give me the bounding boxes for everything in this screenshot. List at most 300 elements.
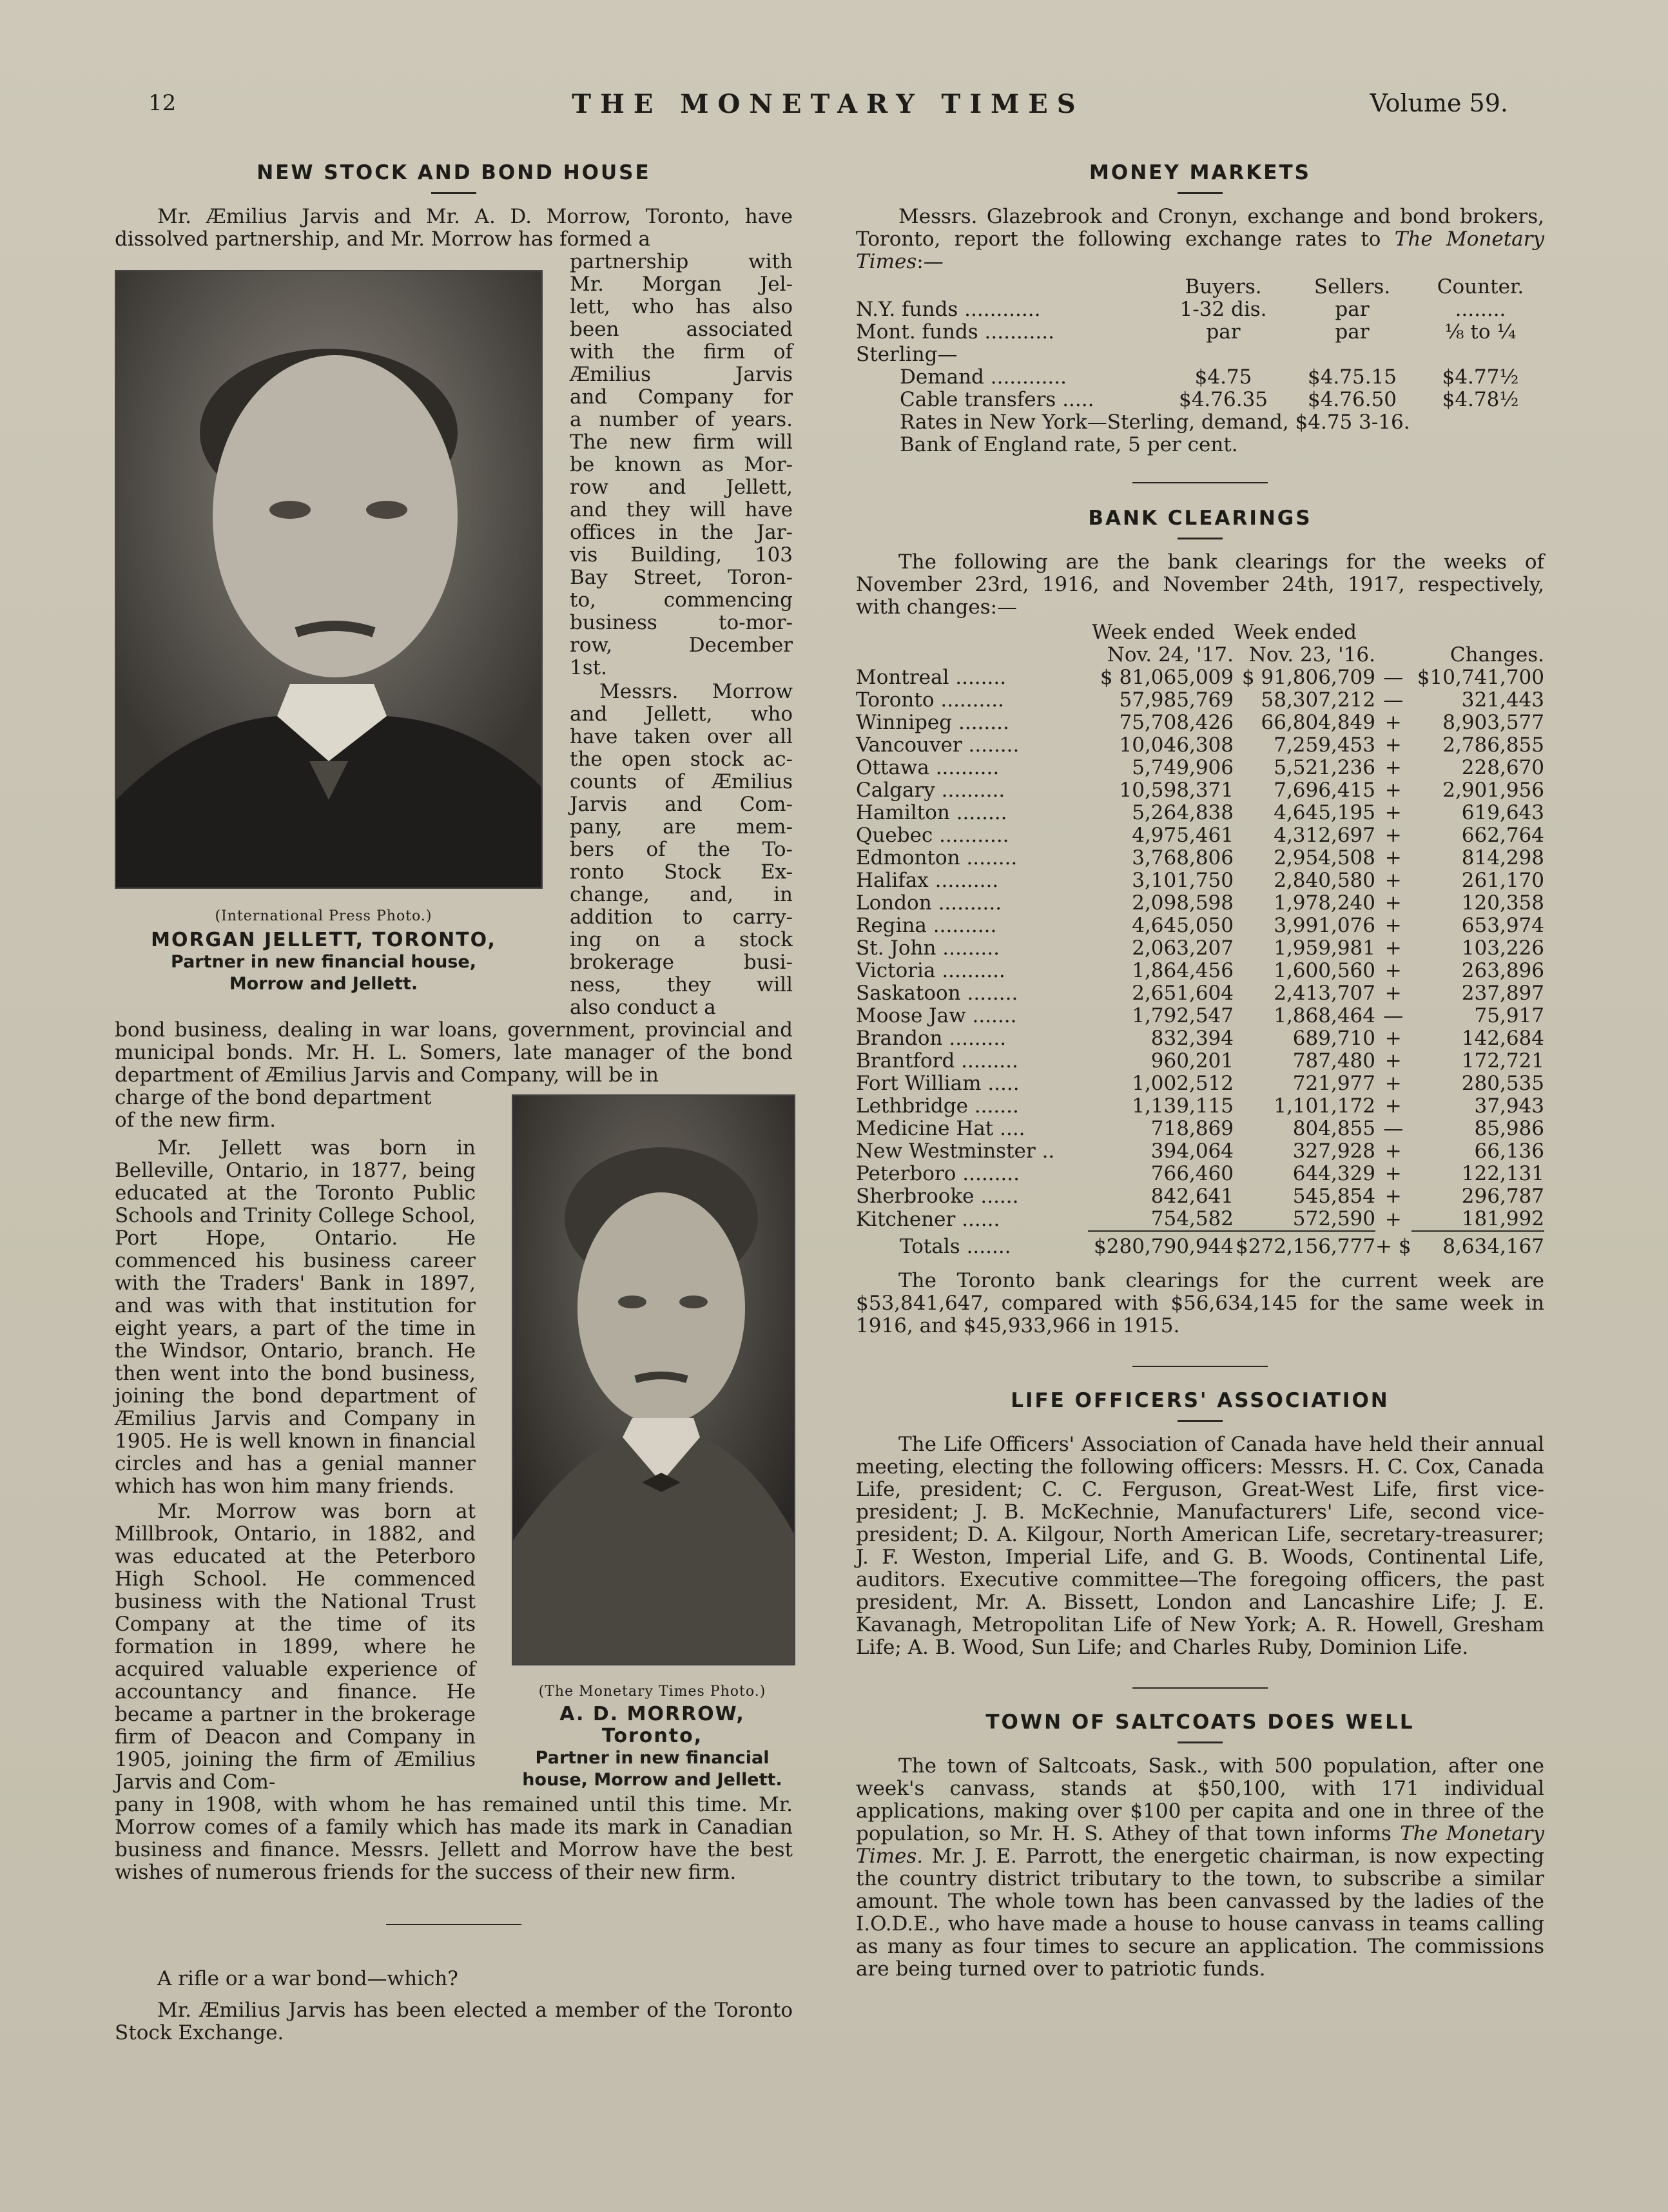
city-cell [856,734,1088,757]
clearing-chg: 85,986 [1474,1117,1544,1140]
clearing-chg: 619,643 [1461,801,1544,824]
clearing-a: 3,768,806 [1132,846,1234,869]
bank-clearings-title: BANK CLEARINGS [1088,507,1312,530]
clearing-sign: + [1384,1207,1402,1231]
totals-b: $272,156,777 [1236,1235,1375,1258]
clearing-chg: 2,786,855 [1442,733,1544,757]
clearing-a: 57,985,769 [1119,688,1234,712]
city-name: Ottawa [856,756,929,779]
divider [1132,1366,1268,1367]
totals-sign: + $ [1375,1235,1411,1258]
city-cell [856,757,1088,779]
money-markets-title: MONEY MARKETS [1089,161,1311,184]
clearing-chg: 261,170 [1461,869,1544,892]
mid-para: bond business, dealing in war loans, government, provincial and municipal bonds. Mr. H. L. Somers, late manager of the bond department of Æmilius Jarvis and Company, will be in [115,1018,793,1087]
city-name: Montreal [856,666,949,689]
clearing-b: 2,954,508 [1274,846,1375,869]
table-row [856,779,1544,802]
totals-dots: ....... [966,1235,1011,1258]
city-cell [856,824,1088,847]
table-row [856,1163,1544,1185]
clearing-b: 1,959,981 [1274,936,1375,960]
text-line: addition to carry- [570,906,793,929]
city-name: Victoria [856,959,936,982]
clearing-sign: — [1383,688,1404,712]
life-officers-title: LIFE OFFICERS' ASSOCIATION [1011,1389,1390,1412]
table-row [856,960,1544,982]
text-line: ing on a stock [570,928,793,951]
clearing-sign: + [1384,756,1402,779]
clearing-b: 2,413,707 [1274,982,1375,1005]
city-name: London [856,891,932,915]
city-name: Brandon [856,1027,943,1050]
city-dots: .......... [941,779,1005,802]
clearings-header-2 [856,644,1544,666]
head-week1: Week ended [1092,621,1216,644]
photo1-figure [115,270,532,1019]
head-week2: Week ended [1234,621,1357,644]
saltcoats-text [856,1755,1544,1981]
table-row [856,1185,1544,1208]
clearing-sign: + [1384,779,1402,802]
clearing-a: 4,645,050 [1132,914,1234,937]
clearing-chg: 814,298 [1461,846,1544,869]
bio-column [115,1087,476,1794]
clearing-a: 10,598,371 [1119,779,1234,802]
text-line: a number of years. [570,408,793,431]
photo1-block [115,251,793,1019]
totals-a: $280,790,944 [1094,1235,1234,1258]
title-rule [1178,1741,1223,1743]
sterling-label: Sterling— [856,343,958,366]
clearing-sign: + [1384,1094,1402,1118]
city-dots: .......... [935,756,1000,779]
saltcoats-title: TOWN OF SALTCOATS DOES WELL [985,1711,1415,1734]
exchange-cell-counter: ⅛ to ¼ [1444,320,1517,344]
city-cell [856,712,1088,734]
clearing-b: 66,804,849 [1261,711,1375,734]
city-dots: ......... [961,1049,1018,1072]
city-dots: .......... [942,959,1005,982]
city-name: Kitchener [856,1207,956,1231]
exchange-cell-counter: $4.77½ [1442,365,1519,389]
totals-row [856,1232,1544,1258]
photo1-credit: (International Press Photo.) [215,908,432,924]
text-line: row and Jellett, [570,476,793,499]
clearing-b: 721,977 [1292,1072,1375,1095]
table-row [856,937,1544,960]
clearing-a: 1,864,456 [1132,959,1234,982]
city-name: Toronto [856,688,935,712]
clearing-chg: 37,943 [1474,1094,1544,1118]
title-rule [1178,1420,1223,1422]
photo1-caption-name: MORGAN JELLETT, TORONTO, [151,929,496,951]
clearing-b: 5,521,236 [1274,756,1375,779]
city-dots: ........ [956,801,1007,824]
photo2-credit: (The Monetary Times Photo.) [538,1683,766,1700]
clearing-b: 7,259,453 [1274,733,1375,757]
city-name: Lethbridge [856,1094,968,1118]
table-row [856,1027,1544,1050]
table-row [856,869,1544,892]
city-dots: ..... [987,1072,1020,1095]
divider [1132,1687,1268,1689]
article-intro: Mr. Æmilius Jarvis and Mr. A. D. Morrow, Toronto, have dissolved partnership, and Mr. Morrow has formed a [115,205,793,251]
table-row [856,666,1544,689]
exchange-cell-label: Cable transfers ..... [900,388,1094,411]
head-changes: Changes. [1450,643,1544,666]
city-dots: ........ [968,733,1020,757]
final-para: pany in 1908, with whom he has remained until this time. Mr. Morrow comes of a family which has made its mark in Canadian business and finance. Messrs. Jellett and Morrow have the best wishes of numerous friends for the success of their new firm. [115,1793,793,1884]
clearing-b: 644,329 [1292,1162,1375,1185]
city-name: Fort William [856,1072,982,1095]
clearing-chg: 120,358 [1461,891,1544,915]
clearing-sign: + [1384,1185,1402,1208]
text-line: charge of the bond department [115,1086,432,1109]
exchange-cell-buyers: par [1206,320,1241,344]
clearing-b: 2,840,580 [1274,869,1375,892]
text-line: and Jellett, who [570,703,793,726]
city-cell [856,1163,1088,1185]
clearing-chg: $10,741,700 [1417,666,1544,689]
text-line: counts of Æmilius [570,770,793,793]
city-dots: .......... [935,869,999,892]
city-name: Calgary [856,779,935,802]
clearing-sign: + [1384,733,1402,757]
totals-change: 8,634,167 [1442,1235,1544,1258]
head-date2: Nov. 23, '16. [1248,643,1375,666]
morrow-bio: Mr. Morrow was born at Millbrook, Ontario, in 1882, and was educated at the Peterboro High School. He commenced business with the National Trust Company at the time of its formation in 1899, where he acquired valuable experience of accountancy and finance. He became a partner in the brokerage firm of Deacon and Company in 1905, joining the firm of Æmilius Jarvis and Com- [115,1500,476,1794]
text-line: of the new firm. [115,1109,276,1132]
clearing-sign: + [1384,869,1402,892]
text-line: brokerage busi- [570,951,793,974]
city-dots: ........ [967,982,1018,1005]
photo2-caption-name: A. D. MORROW, Toronto, [559,1703,745,1747]
city-cell [856,779,1088,802]
text-line: the open stock ac- [570,748,793,771]
city-cell [856,802,1088,824]
table-row [856,712,1544,734]
wrap3-lines [115,1087,476,1132]
city-dots: .... [1000,1117,1025,1140]
text-line: to, commencing [570,588,793,612]
city-cell [856,666,1088,689]
exchange-table [856,276,1544,411]
col-counter: Counter. [1437,275,1524,298]
table-row [856,734,1544,757]
clearing-chg: 237,897 [1461,982,1544,1005]
clearing-b: 804,855 [1292,1117,1375,1140]
city-dots: .......... [940,688,1004,712]
exchange-cell-sellers: par [1335,320,1370,344]
text-line: 1st. [570,656,607,679]
table-row [856,1095,1544,1118]
masthead: THE MONETARY TIMES [572,89,1085,119]
city-cell [856,1140,1088,1163]
title-rule [1178,192,1223,194]
clearing-a: 3,101,750 [1132,869,1234,892]
page-number: 12 [148,90,177,116]
clearing-b: 1,868,464 [1274,1004,1375,1027]
divider [1132,482,1268,483]
clearing-b: 4,645,195 [1274,801,1375,824]
city-cell [856,869,1088,892]
clearing-sign: + [1384,711,1402,734]
city-name: Saskatoon [856,982,961,1005]
city-cell [856,1050,1088,1072]
clearing-chg: 172,721 [1461,1049,1544,1072]
text-line: business to-mor- [570,611,793,634]
clearing-sign: — [1383,666,1404,689]
volume-label: Volume 59. [1370,89,1508,117]
text-line: bers of the To- [570,838,793,861]
photo2-figure [512,1094,793,1794]
exchange-row [856,321,1544,344]
clearing-chg: 263,896 [1461,959,1544,982]
bank-note: The Toronto bank clearings for the current week are $53,841,647, compared with $56,634,145 for the same week in 1916, and $45,933,966 in 1915. [856,1269,1544,1337]
photo2-block [115,1087,793,1794]
exchange-row [856,298,1544,321]
totals-label: Totals [900,1235,960,1258]
city-name: Quebec [856,824,933,847]
clearing-a: 10,046,308 [1119,733,1234,757]
wrap-text-1 [570,251,793,1019]
clearing-a: 5,749,906 [1132,756,1234,779]
clearing-a: 2,063,207 [1132,936,1234,960]
clearing-a: 718,869 [1150,1117,1234,1140]
head-date1: Nov. 24, '17. [1107,643,1234,666]
exchange-cell-label: N.Y. funds ............ [856,298,1041,321]
clearing-sign: + [1384,936,1402,960]
clearing-sign: + [1384,959,1402,982]
clearing-a: 5,264,838 [1132,801,1234,824]
exchange-row [856,366,1544,389]
text-line: been associated [570,318,793,341]
clearing-a: 754,582 [1150,1207,1234,1230]
clearing-b: 7,696,415 [1274,779,1375,802]
clearings-table [856,621,1544,1258]
exchange-cell-label: Demand ............ [900,365,1067,389]
table-row [856,757,1544,779]
photo1-caption-desc: Partner in new financial house, Morrow and Jellett. [171,952,476,994]
exchange-cell-buyers: $4.76.35 [1178,388,1268,411]
clearing-b: 1,600,560 [1274,959,1375,982]
clearing-a: 766,460 [1150,1162,1234,1185]
divider [386,1924,521,1925]
clearing-chg: 280,535 [1461,1072,1544,1095]
sterling-row [856,344,1544,366]
clearing-sign: + [1384,1140,1402,1163]
city-name: Edmonton [856,846,960,869]
money-intro-italic: The Monetary Times [856,228,1544,273]
clearing-sign: + [1384,891,1402,915]
city-dots: ...... [980,1185,1019,1208]
city-dots: ......... [962,1162,1020,1185]
table-row [856,689,1544,712]
table-row [856,824,1544,847]
city-dots: ........... [939,824,1009,847]
city-name: Peterboro [856,1162,956,1185]
portrait-morrow [512,1094,795,1665]
city-name: Moose Jaw [856,1004,966,1027]
clearing-b: 1,978,240 [1274,891,1375,915]
title-rule [431,192,476,194]
exchange-cell-counter: $4.78½ [1442,388,1519,411]
city-dots: .......... [933,914,997,937]
jarvis-note: Mr. Æmilius Jarvis has been elected a member of the Toronto Stock Exchange. [115,1999,793,2044]
city-cell [856,1095,1088,1118]
text-line: lett, who has also [570,295,793,318]
text-line: and Company for [570,385,793,409]
clearing-a: 960,201 [1150,1049,1234,1072]
city-name: Hamilton [856,801,950,824]
city-name: Brantford [856,1049,955,1072]
city-dots: .......... [938,891,1002,915]
text-line: Jarvis and Com- [570,793,793,816]
text-line: with the firm of [570,340,793,364]
page-header [148,89,1508,128]
life-text: The Life Officers' Association of Canada have held their annual meeting, electing the following officers: Messrs. H. C. Cox, Canada Life, president; C. C. Ferguson, Great-West Life, first vice-president; J. B. McKechnie, Manufacturers' Life, second vice-president; D. A. Kilgour, North American Life, secretary-treasurer; J. F. Weston, Imperial Life, and G. B. Woods, Continental Life, auditors. Executive committee—The foregoing officers, the past president, Mr. A. Bissett, London and Lancashire Life; J. E. Kavanagh, Metropolitan Life of New York; A. R. Howell, Gresham Life; A. B. Wood, Sun Life; and Charles Ruby, Dominion Life. [856,1433,1544,1659]
clearing-sign: + [1384,982,1402,1005]
photo1-caption [115,929,532,995]
city-name: Sherbrooke [856,1185,975,1208]
exchange-cell-label: Mont. funds ........... [856,320,1054,344]
title-rule [1178,538,1223,539]
clearing-a: 2,651,604 [1132,982,1234,1005]
rifle-line: A rifle or a war bond—which? [157,1967,458,1990]
city-cell [856,960,1088,982]
table-row [856,1072,1544,1095]
text-line: row, December [570,634,793,657]
city-dots: ........ [966,846,1018,869]
clearing-sign: + [1384,846,1402,869]
text-line: ronto Stock Ex- [570,860,793,884]
exchange-cell-buyers: $4.75 [1194,365,1252,389]
clearing-sign: — [1383,1004,1404,1027]
city-cell [856,892,1088,915]
clearing-chg: 181,992 [1461,1207,1544,1230]
city-name: Vancouver [856,733,962,757]
text-line: and they will have [570,498,793,521]
clearing-chg: 2,901,956 [1442,779,1544,802]
text-line: also conduct a [570,996,716,1019]
city-name: St. John [856,936,936,960]
clearing-a: 832,394 [1150,1027,1234,1050]
clearings-header-1 [856,621,1544,644]
money-intro [856,206,1544,273]
city-dots: ...... [962,1207,1000,1231]
clearing-chg: 75,917 [1474,1004,1544,1027]
clearing-sign: — [1383,1117,1404,1140]
city-name: New Westminster [856,1140,1036,1163]
wrap2-lines [570,681,793,1019]
table-row [856,982,1544,1005]
clearing-chg: 103,226 [1461,936,1544,960]
clearing-chg: 653,974 [1461,914,1544,937]
text-line: ness, they will [570,973,793,996]
clearing-chg: 321,443 [1461,688,1544,712]
article-title-stock-bond: NEW STOCK AND BOND HOUSE [257,161,651,184]
exchange-note-1: Rates in New York—Sterling, demand, $4.75 3-16. [900,411,1410,434]
saltcoats-italic: The Monetary Times. [856,1822,1544,1868]
exchange-cell-counter: ........ [1455,298,1506,321]
clearing-a: 1,139,115 [1132,1094,1234,1118]
clearing-sign: + [1384,914,1402,937]
saltcoats-text-a: The town of Saltcoats, Sask., with 500 population, after one week's canvass, stands at $50,100, with 171 individual applications, making over $100 per capita and one in three of the population, so Mr. H. S. Athey of that town informs [856,1754,1544,1845]
table-row [856,1140,1544,1163]
text-line: Bay Street, Toron- [570,566,793,589]
text-line: be known as Mor- [570,453,793,476]
col-sellers: Sellers. [1314,275,1391,298]
text-line: have taken over all [570,725,793,748]
city-dots: ........ [955,666,1007,689]
exchange-cell-sellers: $4.75.15 [1307,365,1397,389]
clearing-b: 572,590 [1292,1207,1375,1230]
jellett-bio: Mr. Jellett was born in Belleville, Ontario, in 1877, being educated at the Toronto Public Schools and Trinity College School, Port Hope, Ontario. He commenced his business career with the Traders' Bank in 1897, and was with that institution for eight years, a part of the time in the Windsor, Ontario, branch. He then went into the bond business, joining the bond department of Æmilius Jarvis and Company in 1905. He is well known in financial circles and has a genial manner which has won him many friends. [115,1136,476,1498]
photo2-caption-desc: Partner in new financial house, Morrow and Jellett. [522,1748,782,1790]
text-line: change, and, in [570,883,793,906]
clearing-sign: + [1384,801,1402,824]
city-dots: .. [1042,1140,1055,1163]
clearing-a: 4,975,461 [1132,824,1234,847]
city-cell [856,915,1088,937]
table-row [856,915,1544,937]
city-cell [856,1072,1088,1095]
text-line: Mr. Morgan Jel- [570,273,793,296]
clearing-chg: 662,764 [1461,824,1544,847]
table-row [856,802,1544,824]
clearing-sign: + [1384,1049,1402,1072]
city-cell [856,1118,1088,1140]
city-name: Halifax [856,869,929,892]
photo2-caption [512,1703,793,1791]
text-line: The new firm will [570,431,793,454]
clearing-chg: 296,787 [1461,1185,1544,1208]
city-cell [856,847,1088,869]
clearing-b: 1,101,172 [1274,1094,1375,1118]
clearing-sign: + [1384,1027,1402,1050]
portrait-jellett [115,270,543,889]
table-row [856,847,1544,869]
clearing-sign: + [1384,1162,1402,1185]
text-line: offices in the Jar- [570,521,793,544]
exchange-row [856,389,1544,411]
table-row [856,1050,1544,1072]
clearing-sign: + [1384,1072,1402,1095]
city-cell [856,937,1088,960]
clearing-b: $ 91,806,709 [1241,666,1375,689]
table-row [856,1118,1544,1140]
money-intro-end: :— [916,250,944,273]
clearing-sign: + [1384,824,1402,847]
exchange-cell-sellers: $4.76.50 [1307,388,1397,411]
table-row [856,1005,1544,1027]
col-buyers: Buyers. [1185,275,1262,298]
clearing-chg: 66,136 [1474,1140,1544,1163]
city-cell [856,1005,1088,1027]
text-line: Æmilius Jarvis [570,363,793,386]
city-dots: ....... [974,1094,1019,1118]
clearing-chg: 122,131 [1461,1162,1544,1185]
city-cell [856,689,1088,712]
table-row [856,1208,1544,1231]
clearing-a: 842,641 [1150,1185,1234,1208]
exchange-note-2: Bank of England rate, 5 per cent. [900,433,1238,456]
money-intro-text: Messrs. Glazebrook and Cronyn, exchange and bond brokers, Toronto, report the following exchange rates to [856,205,1544,251]
city-cell [856,1185,1088,1208]
bank-intro: The following are the bank clearings for the weeks of November 23rd, 1916, and November 24th, 1917, respectively, with changes:— [856,550,1544,619]
city-dots: ......... [942,936,1000,960]
